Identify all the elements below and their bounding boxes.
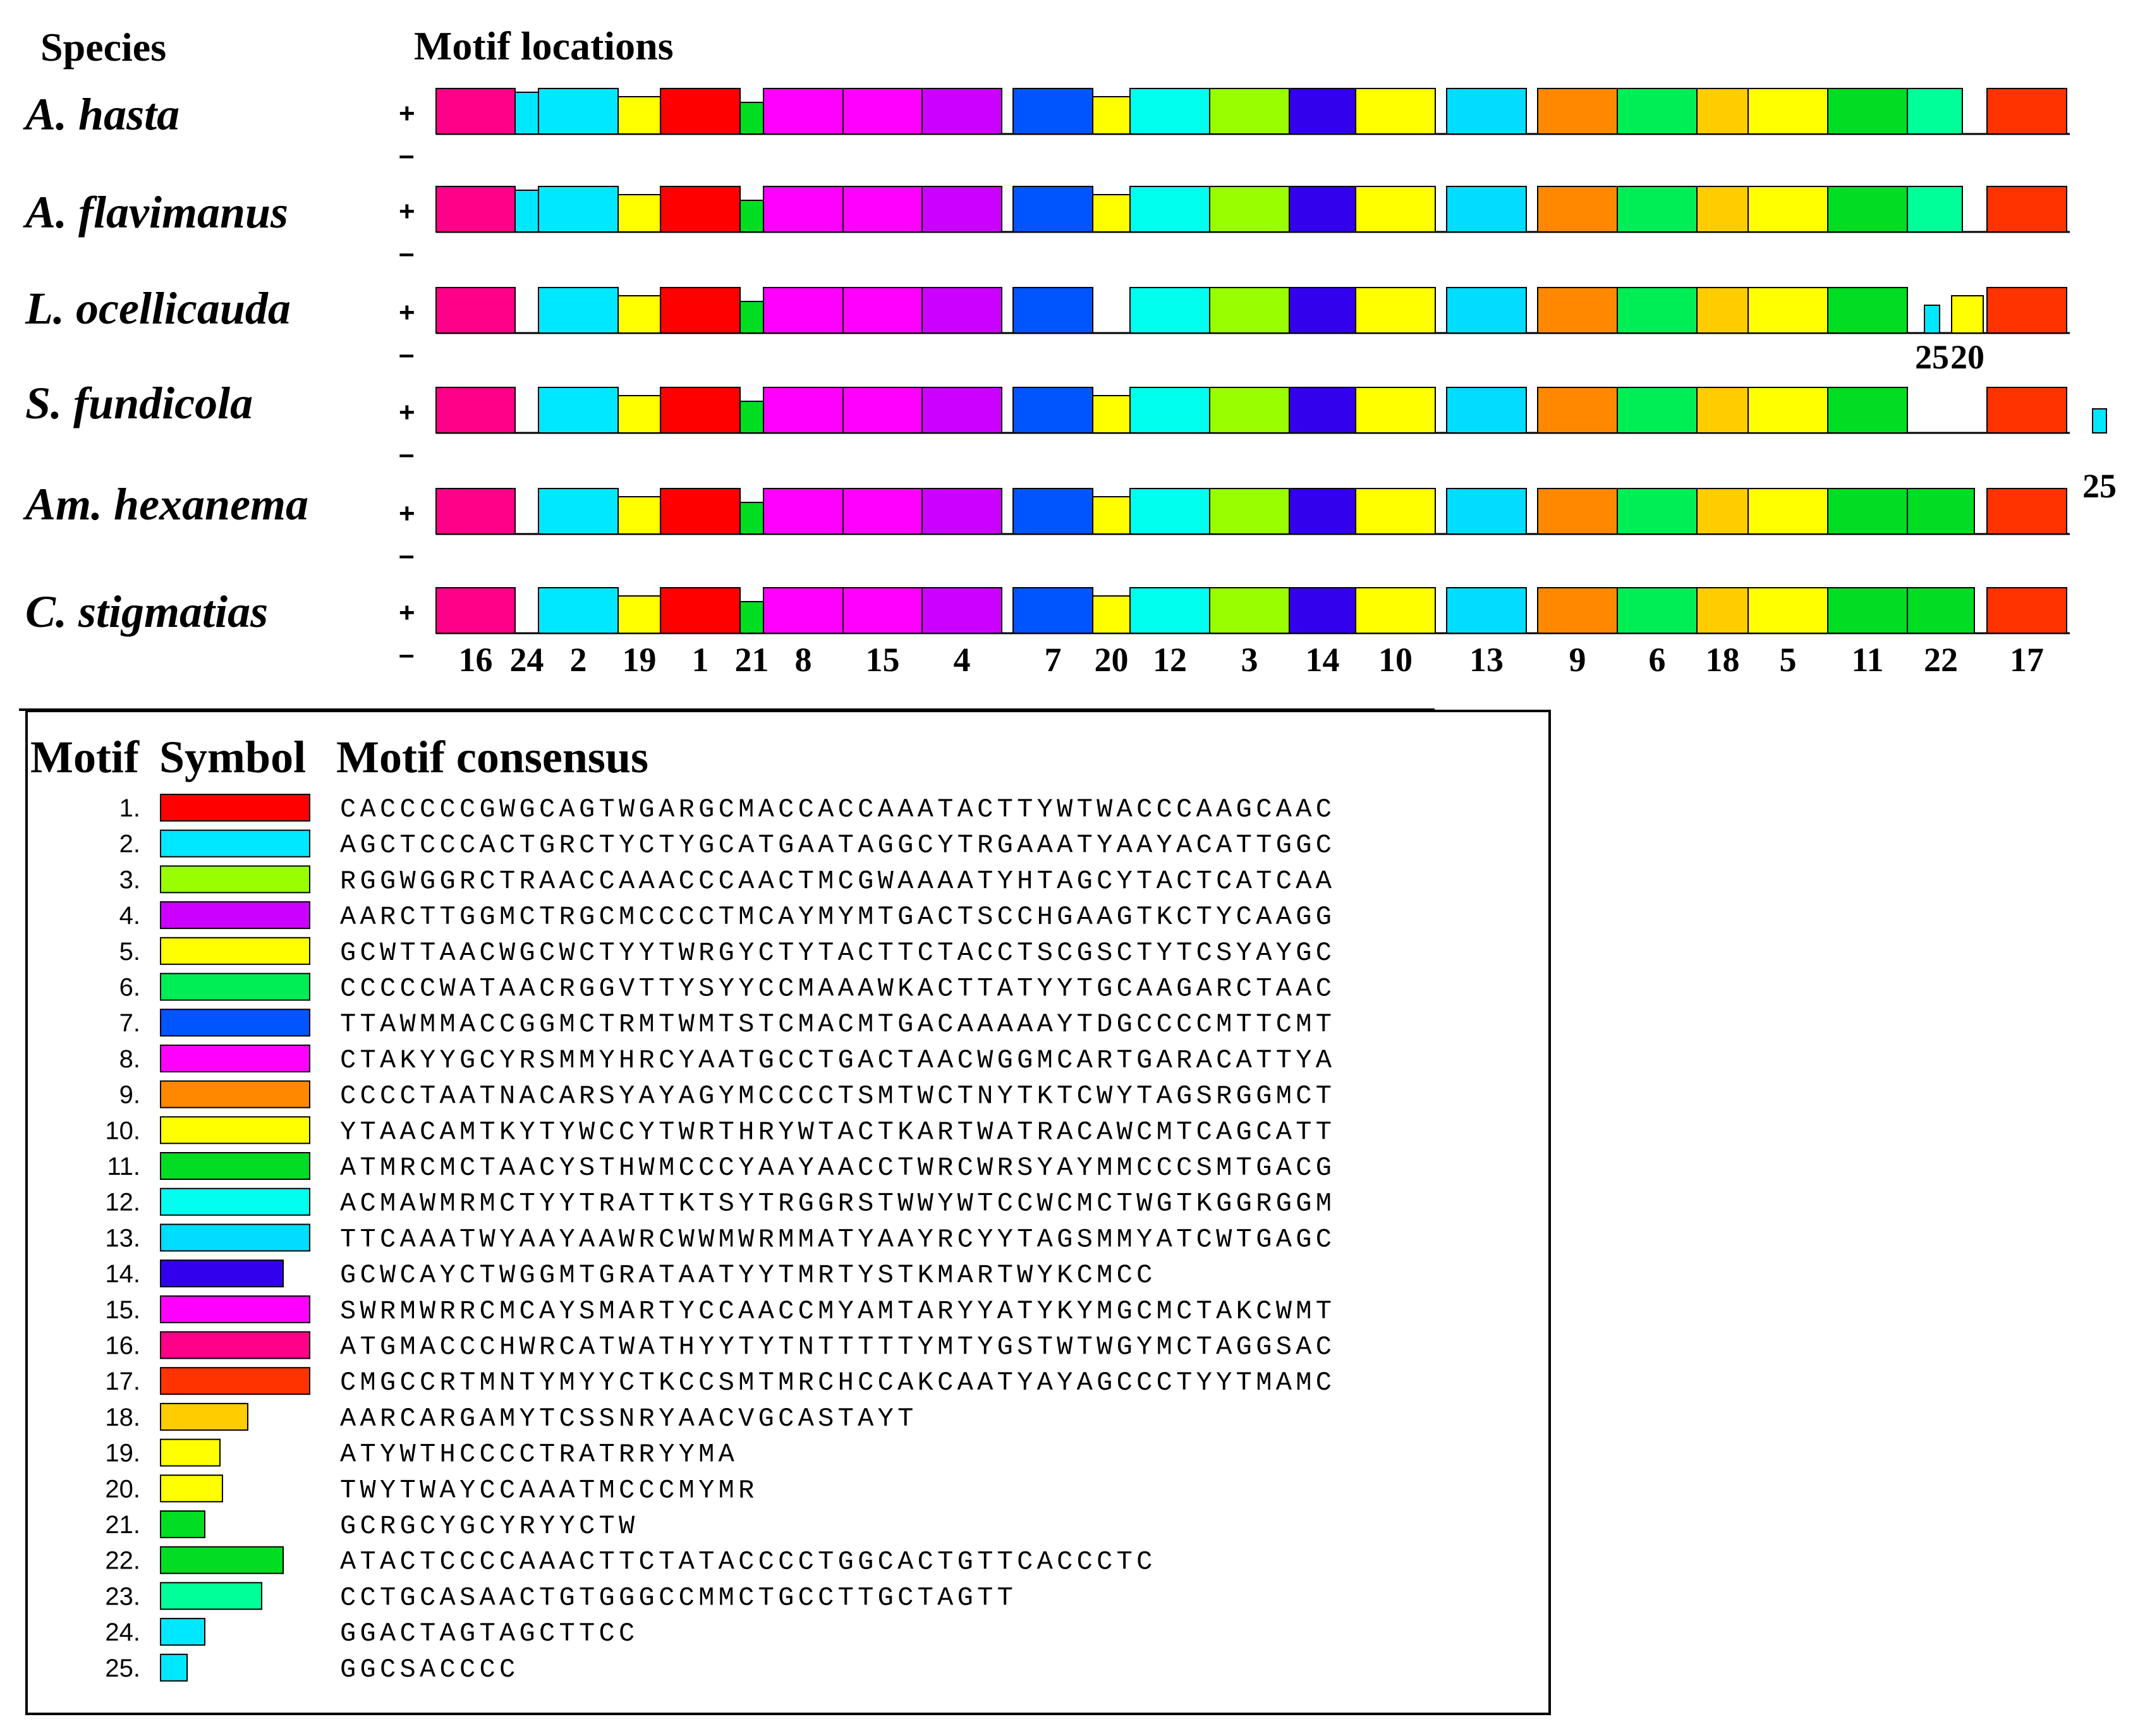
axis-label: 8 — [794, 641, 812, 679]
legend-motif-number: 12. — [105, 1188, 140, 1217]
legend-motif-number: 24. — [105, 1618, 140, 1647]
motif-block-7 — [1013, 186, 1093, 232]
motif-block-24 — [515, 190, 538, 232]
legend-motif-number: 6. — [119, 973, 140, 1002]
motif-block-6 — [1617, 186, 1697, 232]
motif-block-13 — [1447, 489, 1526, 534]
motif-block-11 — [1828, 88, 1907, 134]
legend-motif-number: 15. — [105, 1296, 140, 1324]
legend-swatch-3 — [161, 866, 310, 892]
motif-block-3 — [1210, 387, 1289, 433]
motif-block-5 — [1748, 387, 1828, 433]
motif-block-17 — [1987, 489, 2067, 534]
motif-block-4 — [922, 588, 1002, 633]
legend-swatch-19 — [161, 1440, 220, 1466]
species-track — [23, 186, 2070, 269]
legend-row — [119, 938, 1336, 968]
motif-block-2 — [538, 186, 618, 232]
motif-block-3 — [1210, 489, 1289, 534]
motif-block-9 — [1538, 588, 1617, 633]
legend-row — [105, 1511, 638, 1541]
legend-swatch-4 — [161, 902, 310, 928]
species-track — [23, 88, 2070, 171]
legend-swatch-12 — [161, 1189, 310, 1215]
motif-block-17 — [1987, 588, 2067, 633]
species-name: L. ocellicauda — [25, 283, 291, 334]
axis-label: 2 — [569, 641, 587, 679]
motif-block-9 — [1538, 387, 1617, 433]
motif-block-19 — [618, 97, 660, 134]
legend-swatch-15 — [161, 1296, 310, 1323]
motif-block-8 — [763, 387, 843, 433]
legend-swatch-17 — [161, 1368, 310, 1394]
motif-block-21 — [740, 102, 763, 134]
species-name: Am. hexanema — [25, 479, 309, 530]
motif-block-12 — [1130, 387, 1210, 433]
legend-row — [105, 1547, 1156, 1577]
legend-title-motif: Motif — [30, 732, 139, 782]
axis-label: 18 — [1705, 641, 1740, 679]
motif-block-7 — [1013, 88, 1093, 134]
motif-block-24 — [515, 92, 538, 134]
legend-row — [119, 866, 1336, 896]
legend-row — [119, 1009, 1336, 1040]
axis-label: 13 — [1469, 641, 1504, 679]
legend-swatch-11 — [161, 1153, 310, 1179]
legend-consensus: CMGCCRTMNTYMYYCTKCCSMTMRCHCCAKCAATYAYAGCCCTYYTMAMC — [340, 1368, 1336, 1399]
legend-motif-number: 3. — [119, 866, 140, 894]
motif-block-10 — [1356, 186, 1435, 232]
minus-strand-label: – — [399, 540, 415, 571]
axis-label: 3 — [1241, 641, 1258, 679]
legend-motif-number: 25. — [105, 1654, 140, 1682]
motif-block-23 — [1907, 186, 1962, 232]
motif-block-10 — [1356, 387, 1435, 433]
legend-consensus: CCCCTAATNACARSYAYAGYMCCCCTSMTWCTNYTKTCWYTAGSRGGMCT — [340, 1081, 1336, 1112]
legend-row — [119, 1081, 1336, 1112]
motif-block-14 — [1289, 588, 1356, 633]
legend-consensus: TWYTWAYCCAAATMCCCMYMR — [340, 1475, 758, 1506]
legend-consensus: RGGWGGRCTRAACCAAACCCAACTMCGWAAAATYHTAGCYTACTCATCAA — [340, 866, 1336, 897]
legend-consensus: YTAACAMTKYTYWCCYTWRTHRYWTACTKARTWATRACAWCMTCAGCATT — [340, 1117, 1336, 1148]
legend-motif-number: 19. — [105, 1439, 140, 1467]
minus-strand-label: – — [399, 639, 415, 670]
motif-block-2 — [538, 387, 618, 433]
motif-block-8 — [763, 489, 843, 534]
species-name: S. fundicola — [25, 378, 253, 428]
motif-block-9 — [1538, 88, 1617, 134]
motif-block-8 — [763, 186, 843, 232]
motif-block-19 — [618, 195, 660, 232]
legend-consensus: ATYWTHCCCCTRATRRYYMA — [340, 1439, 739, 1470]
legend-row — [119, 794, 1336, 825]
axis-label: 20 — [1094, 641, 1129, 679]
legend-row — [105, 1475, 758, 1505]
motif-tracks — [23, 88, 2117, 670]
legend-consensus: GCWCAYCTWGGMTGRATAATYYTMRTYSTKMARTWYKCMCC — [340, 1260, 1157, 1291]
motif-block-17 — [1987, 186, 2067, 232]
motif-label-25: 25 — [1915, 338, 1949, 376]
legend-consensus: GGACTAGTAGCTTCC — [340, 1618, 639, 1649]
motif-block-1 — [660, 588, 740, 633]
motif-block-20 — [1952, 296, 1983, 333]
species-name: A. flavimanus — [25, 187, 289, 238]
legend-swatch-8 — [161, 1045, 310, 1072]
minus-strand-label: – — [399, 439, 415, 470]
motif-block-22 — [1907, 489, 1974, 534]
motif-label-25: 25 — [2082, 467, 2117, 505]
plus-strand-label: + — [399, 397, 415, 428]
axis-label: 12 — [1153, 641, 1187, 679]
axis-label: 24 — [509, 641, 544, 679]
legend-motif-number: 9. — [119, 1081, 140, 1109]
motif-block-3 — [1210, 186, 1289, 232]
species-header: Species — [40, 25, 167, 70]
motif-block-7 — [1013, 588, 1093, 633]
species-track — [25, 283, 2070, 376]
motif-block-22 — [1907, 588, 1974, 633]
legend-row — [105, 1404, 917, 1434]
motif-block-1 — [660, 88, 740, 134]
motif-block-1 — [660, 288, 740, 333]
motif-block-10 — [1356, 588, 1435, 633]
legend-row — [105, 1440, 738, 1470]
legend-row — [105, 1332, 1335, 1363]
motif-block-18 — [1697, 88, 1748, 134]
legend-motif-number: 7. — [119, 1009, 140, 1038]
motif-block-15 — [843, 489, 922, 534]
motif-block-13 — [1447, 88, 1526, 134]
motif-block-25 — [2093, 409, 2106, 433]
species-track — [25, 378, 2117, 505]
motif-block-9 — [1538, 489, 1617, 534]
legend-row — [105, 1189, 1335, 1219]
motif-block-13 — [1447, 288, 1526, 333]
legend-consensus: AARCTTGGMCTRGCMCCCCTMCAYMYMTGACTSCCHGAAGTKCTYCAAGG — [340, 902, 1336, 933]
legend-row — [105, 1654, 519, 1685]
plus-strand-label: + — [399, 498, 415, 529]
motif-block-17 — [1987, 288, 2067, 333]
motif-block-6 — [1617, 288, 1697, 333]
legend-consensus: CACCCCCGWGCAGTWGARGCMACCACCAAATACTTYWTWACCCAAGCAAC — [340, 794, 1336, 825]
legend-motif-number: 2. — [119, 830, 140, 858]
motif-block-3 — [1210, 288, 1289, 333]
motif-label-20: 20 — [1950, 338, 1984, 376]
axis-label: 10 — [1378, 641, 1413, 679]
legend-motif-number: 14. — [105, 1260, 140, 1289]
motif-block-2 — [538, 588, 618, 633]
motif-block-20 — [1093, 396, 1130, 433]
minus-strand-label: – — [399, 339, 415, 370]
legend-row — [105, 1224, 1335, 1254]
plus-strand-label: + — [399, 297, 415, 328]
motif-block-19 — [618, 497, 660, 534]
legend-swatch-2 — [161, 830, 310, 857]
species-track — [23, 479, 2070, 571]
legend-row — [105, 1260, 1156, 1290]
legend-row — [119, 974, 1336, 1004]
motif-block-15 — [843, 186, 922, 232]
axis-label: 1 — [691, 641, 709, 679]
motif-block-6 — [1617, 387, 1697, 433]
motif-block-6 — [1617, 88, 1697, 134]
motif-block-2 — [538, 288, 618, 333]
motif-block-8 — [763, 288, 843, 333]
motif-block-20 — [1093, 596, 1130, 633]
legend-swatch-1 — [161, 794, 310, 821]
motif-block-4 — [922, 387, 1002, 433]
motif-block-6 — [1617, 588, 1697, 633]
motif-block-1 — [660, 387, 740, 433]
legend-row — [119, 902, 1336, 932]
legend-swatch-9 — [161, 1081, 310, 1108]
motif-block-12 — [1130, 588, 1210, 633]
motif-block-11 — [1828, 387, 1907, 433]
motif-block-15 — [843, 387, 922, 433]
minus-strand-label: – — [399, 140, 415, 171]
motif-block-19 — [618, 296, 660, 333]
motif-block-14 — [1289, 186, 1356, 232]
legend-consensus: SWRMWRRCMCAYSMARTYCCAACCMYAMTARYYATYKYMGCMCTAKCWMT — [340, 1296, 1336, 1326]
legend-swatch-22 — [161, 1547, 283, 1574]
axis-label: 11 — [1851, 641, 1884, 679]
motif-block-14 — [1289, 489, 1356, 534]
legend-row — [105, 1582, 1017, 1613]
axis-label: 19 — [622, 641, 657, 679]
motif-block-21 — [740, 602, 763, 633]
legend-consensus: ATMRCMCTAACYSTHWMCCCYAAYAACCTWRCWRSYAYMMCCCSMTGACG — [340, 1153, 1336, 1183]
legend-motif-number: 21. — [105, 1511, 140, 1539]
axis-label: 5 — [1779, 641, 1797, 679]
motif-block-19 — [618, 396, 660, 433]
motif-block-18 — [1697, 588, 1748, 633]
motif-block-17 — [1987, 88, 2067, 134]
legend-swatch-10 — [161, 1117, 310, 1143]
motif-block-12 — [1130, 288, 1210, 333]
axis-label: 22 — [1924, 641, 1958, 679]
motif-block-3 — [1210, 588, 1289, 633]
motif-block-10 — [1356, 288, 1435, 333]
legend-motif-number: 13. — [105, 1224, 140, 1253]
legend-consensus: AGCTCCCACTGRCTYCTYGCATGAATAGGCYTRGAAATYAAYACATTGGC — [340, 830, 1336, 861]
motif-block-5 — [1748, 288, 1828, 333]
legend-swatch-13 — [161, 1224, 310, 1251]
motif-block-4 — [922, 489, 1002, 534]
axis-label: 4 — [953, 641, 971, 679]
motif-block-9 — [1538, 288, 1617, 333]
motif-block-15 — [843, 588, 922, 633]
legend-motif-number: 4. — [119, 902, 140, 930]
legend-motif-number: 1. — [119, 794, 140, 822]
motif-block-16 — [436, 288, 515, 333]
motif-block-6 — [1617, 489, 1697, 534]
legend-consensus: CCTGCASAACTGTGGGCCMMCTGCCTTGCTAGTT — [340, 1582, 1018, 1613]
motif-block-1 — [660, 489, 740, 534]
motif-block-14 — [1289, 387, 1356, 433]
axis-label: 7 — [1044, 641, 1062, 679]
motif-block-10 — [1356, 88, 1435, 134]
legend-motif-number: 17. — [105, 1368, 140, 1396]
legend-motif-number: 22. — [105, 1546, 140, 1575]
motif-block-4 — [922, 186, 1002, 232]
motif-block-18 — [1697, 489, 1748, 534]
legend-row — [105, 1117, 1335, 1147]
legend-motif-number: 23. — [105, 1582, 140, 1611]
motif-block-7 — [1013, 387, 1093, 433]
plus-strand-label: + — [399, 196, 415, 227]
axis-label: 17 — [2010, 641, 2044, 679]
motif-block-8 — [763, 588, 843, 633]
motif-block-18 — [1697, 387, 1748, 433]
motif-block-5 — [1748, 588, 1828, 633]
motif-block-4 — [922, 288, 1002, 333]
motif-block-15 — [843, 288, 922, 333]
legend-consensus: ATGMACCCHWRCATWATHYYTYTNTTTTTYMTYGSTWTWGYMCTAGGSAC — [340, 1332, 1336, 1363]
motif-block-5 — [1748, 88, 1828, 134]
species-name: C. stigmatias — [25, 586, 269, 637]
motif-block-16 — [436, 489, 515, 534]
plus-strand-label: + — [399, 98, 415, 129]
legend-swatch-5 — [161, 938, 310, 964]
legend-row — [119, 1045, 1336, 1076]
legend-box — [27, 711, 1550, 1714]
motif-block-2 — [538, 489, 618, 534]
motif-block-16 — [436, 186, 515, 232]
legend-swatch-16 — [161, 1332, 310, 1359]
legend-title-consensus: Motif consensus — [336, 732, 649, 782]
motif-block-4 — [922, 88, 1002, 134]
legend-motif-number: 16. — [105, 1332, 140, 1360]
legend-motif-number: 5. — [119, 937, 140, 966]
motif-block-12 — [1130, 489, 1210, 534]
axis-label: 21 — [734, 641, 769, 679]
motif-block-15 — [843, 88, 922, 134]
motif-block-16 — [436, 387, 515, 433]
motif-block-10 — [1356, 489, 1435, 534]
motif-block-8 — [763, 88, 843, 134]
legend-consensus: ACMAWMRMCTYYTRATTKTSYTRGGRSTWWYWTCCWCMCTWGTKGGRGGM — [340, 1188, 1336, 1219]
legend-swatch-24 — [161, 1618, 205, 1645]
motif-block-20 — [1093, 97, 1130, 134]
legend-swatch-6 — [161, 974, 310, 1000]
legend-swatch-20 — [161, 1475, 222, 1502]
legend-swatch-18 — [161, 1404, 248, 1430]
legend-swatch-25 — [161, 1654, 187, 1681]
motif-block-11 — [1828, 489, 1907, 534]
legend-consensus: CTAKYYGCYRSMMYHRCYAATGCCTGACTAACWGGMCARTGARACATTYA — [340, 1045, 1336, 1076]
legend-consensus: GCWTTAACWGCWCTYYTWRGYCTYTACTTCTACCTSCGSCTYTCSYAYGC — [340, 937, 1336, 968]
axis-label: 14 — [1305, 641, 1340, 679]
legend-rows — [105, 794, 1335, 1685]
legend-consensus: CCCCCWATAACRGGVTTYSYYCCMAAAWKACTTATYYTGCAAGARCTAAC — [340, 973, 1336, 1004]
legend-motif-number: 8. — [119, 1045, 140, 1073]
axis-label: 16 — [458, 641, 493, 679]
legend-swatch-14 — [161, 1260, 283, 1287]
motif-block-17 — [1987, 387, 2067, 433]
legend-row — [119, 830, 1336, 861]
legend-swatch-21 — [161, 1511, 205, 1538]
legend-consensus: ATACTCCCCAAACTTCTATACCCCTGGCACTGTTCACCCTC — [340, 1546, 1157, 1577]
legend-motif-number: 20. — [105, 1475, 140, 1503]
plus-strand-label: + — [399, 597, 415, 628]
legend-consensus: GGCSACCCC — [340, 1654, 520, 1685]
motif-block-7 — [1013, 489, 1093, 534]
motif-block-2 — [538, 88, 618, 134]
bottom-axis-labels — [459, 641, 2045, 679]
legend-consensus: GCRGCYGCYRYYCTW — [340, 1511, 639, 1541]
motif-block-5 — [1748, 186, 1828, 232]
axis-label: 9 — [1569, 641, 1586, 679]
legend-title-symbol: Symbol — [159, 732, 307, 782]
motif-block-13 — [1447, 588, 1526, 633]
legend-motif-number: 11. — [107, 1153, 140, 1181]
legend-swatch-7 — [161, 1009, 310, 1036]
species-name: A. hasta — [25, 89, 180, 140]
legend-row — [105, 1296, 1335, 1326]
motif-block-11 — [1828, 288, 1907, 333]
legend-row — [105, 1368, 1335, 1398]
motif-block-1 — [660, 186, 740, 232]
legend-motif-number: 10. — [105, 1117, 140, 1145]
legend-motif-number: 18. — [105, 1403, 140, 1431]
motif-block-13 — [1447, 387, 1526, 433]
motif-block-9 — [1538, 186, 1617, 232]
legend-consensus: TTAWMMACCGGMCTRMTWMTSTCMACMTGACAAAAAYTDGCCCCMTTCMT — [340, 1009, 1336, 1040]
motif-block-7 — [1013, 288, 1093, 333]
motif-block-13 — [1447, 186, 1526, 232]
motif-block-12 — [1130, 88, 1210, 134]
motif-block-21 — [740, 401, 763, 433]
motif-block-16 — [436, 588, 515, 633]
motif-block-18 — [1697, 186, 1748, 232]
axis-label: 6 — [1648, 641, 1666, 679]
motif-block-20 — [1093, 195, 1130, 232]
motif-block-11 — [1828, 186, 1907, 232]
axis-label: 15 — [865, 641, 900, 679]
motif-block-21 — [740, 502, 763, 534]
motif-block-11 — [1828, 588, 1907, 633]
motif-block-23 — [1907, 88, 1962, 134]
motif-block-25 — [1924, 305, 1940, 333]
motif-block-16 — [436, 88, 515, 134]
motif-block-19 — [618, 596, 660, 633]
legend-consensus: TTCAAATWYAAYAAWRCWWMWRMMATYAAYRCYYTAGSMMYATCWTGAGC — [340, 1224, 1336, 1255]
motif-block-12 — [1130, 186, 1210, 232]
motif-block-3 — [1210, 88, 1289, 134]
minus-strand-label: – — [399, 238, 415, 269]
legend-row — [105, 1618, 638, 1649]
legend-consensus: AARCARGAMYTCSSNRYAACVGCASTAYT — [340, 1403, 918, 1434]
motif-block-21 — [740, 200, 763, 232]
motif-block-20 — [1093, 497, 1130, 534]
legend-row — [107, 1153, 1335, 1183]
motif-block-18 — [1697, 288, 1748, 333]
motif-block-21 — [740, 301, 763, 333]
motif-locations-header: Motif locations — [414, 23, 674, 68]
legend-swatch-23 — [161, 1582, 262, 1609]
motif-block-5 — [1748, 489, 1828, 534]
motif-block-14 — [1289, 288, 1356, 333]
motif-block-14 — [1289, 88, 1356, 134]
